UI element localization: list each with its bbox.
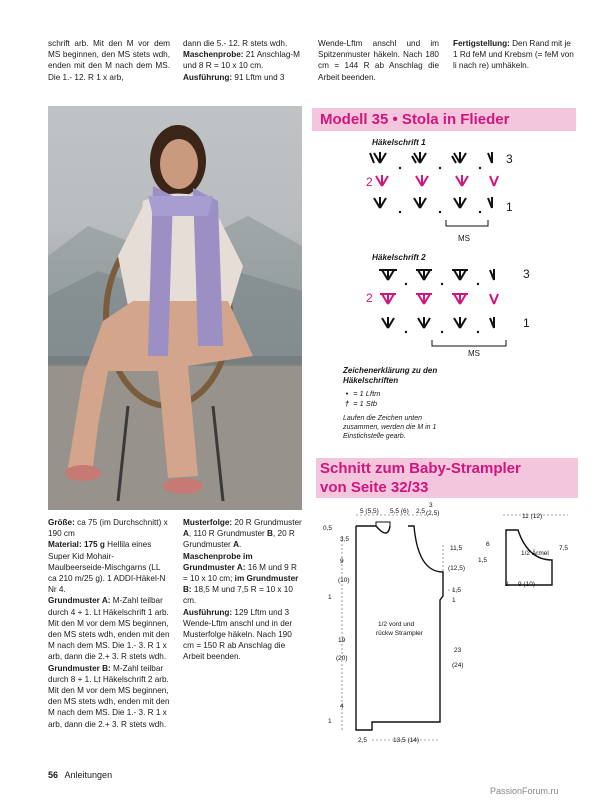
instructions-column-2	[183, 517, 303, 663]
dim-top1: 5 (5,5)	[360, 508, 379, 515]
top-col4-text: Den Rand mit je 1 Rd feM und Krebsm (= feM von li nach re) umhäkeln.	[453, 39, 574, 71]
schnitt-diagram	[318, 500, 580, 760]
chart1-diagram	[360, 148, 520, 248]
dim-top4: 3	[429, 502, 433, 509]
chart1-title: Häkelschrift 1	[372, 138, 426, 147]
dim-s-2: 2	[505, 581, 509, 588]
legend-note: Laufen die Zeichen unten zusammen, werden die M in 1 Einstichstelle gearb.	[343, 415, 437, 440]
top-column-1	[48, 38, 170, 83]
sleeve-label: 1/2 Ärmel	[521, 550, 549, 557]
top-col3-text: Wende-Lftm anschl und im Spitzenmuster häkeln. Nach 180 cm = 144 R ab Anschlag die Arbeit beenden.	[318, 39, 439, 82]
instructions-column-1	[48, 517, 170, 730]
treble-symbol-icon: †	[344, 399, 350, 408]
dim-top2: 5,5 (6)	[390, 508, 409, 515]
musterfolge-b: B	[267, 529, 273, 539]
dim-l-4: 4	[340, 703, 344, 710]
dim-l-20: (20)	[336, 655, 348, 662]
top-col2-ausfuehrung: 91 Lftm und 3	[232, 72, 285, 82]
watermark: PassionForum.ru	[490, 786, 559, 796]
maschenprobe-grundmuster-label: Maschenprobe im Grundmuster A:	[183, 551, 253, 572]
chart2-row-2: 2	[366, 291, 373, 305]
chart2-row-3: 3	[523, 267, 530, 281]
grundmuster-b-text: M-Zahl teilbar durch 8 + 1. Lt Häkelschrift 2 arb. Mit den M vor dem MS beginnen, den MS stets wdh, enden mit den M nach dem MS. Die 1.- 3. R 1 x arb, dann die 2.+ 3. R stets wdh.	[48, 663, 170, 729]
grundmuster-a-text: M-Zahl teilbar durch 4 + 1. Lt Häkelschrift 1 arb. Mit den M vor dem MS beginnen, den MS stets wdh, enden mit den M nach dem MS. Die 1.- 3. R 1 x arb, dann die 2.+ 3. R stets wdh.	[48, 596, 170, 662]
musterfolge-3: , 20 R Grundmuster	[183, 529, 295, 550]
top-col2-label-maschenprobe: Maschenprobe:	[183, 50, 244, 60]
musterfolge-2: , 110 R Grundmuster	[188, 529, 268, 539]
top-column-4	[453, 38, 574, 72]
chain-symbol-icon: •	[345, 389, 349, 398]
top-col2-text-a: dann die 5.- 12. R stets wdh.	[183, 39, 288, 48]
schnitt-title-line-2: von Seite 32/33	[320, 479, 429, 496]
musterfolge-end: .	[238, 540, 242, 550]
legend-lftm-text: = 1 Lftm	[353, 389, 381, 398]
chart1-row-1: 1	[506, 200, 513, 214]
musterfolge-label: Musterfolge:	[183, 518, 233, 527]
dim-s-9: 9 (10)	[518, 581, 535, 588]
schnitt-title	[320, 459, 521, 497]
grundmuster-b-label: Grundmuster B:	[48, 663, 111, 673]
grundmuster-a-label: Grundmuster A:	[48, 596, 111, 606]
maschenprobe-grundmuster-1: 16 M und 9 R = 10 x 10 cm;	[183, 562, 297, 584]
dim-r-23: 23	[454, 647, 462, 654]
groesse-label: Größe:	[48, 518, 75, 527]
dim-r-15: 1,5	[452, 587, 462, 594]
top-column-2	[183, 38, 303, 83]
top-col1-text: schrift arb. Mit den M vor dem MS beginnen, den MS stets wdh, enden mit den M nach dem MS. Die 1.- 12. R 1 x arb,	[48, 39, 170, 82]
groesse-text: ca 75 (im Durchschnitt) x 190 cm	[48, 518, 168, 539]
musterfolge-a: A	[183, 529, 189, 539]
material-text: Hellila eines Super Kid Mohair-Maulbeerseide-Mischgarns (LL ca 210 m/25 g). 1 ADDI-Häkel-N Nr 4.	[48, 540, 166, 595]
chart1-row-3: 3	[506, 152, 513, 166]
musterfolge-1: 20 R Grundmuster	[232, 518, 302, 527]
top-col4-label: Fertigstellung:	[453, 39, 510, 48]
maschenprobe-b-label: im Grundmuster B:	[183, 574, 299, 595]
dim-s-75: 7,5	[559, 545, 569, 552]
dim-l-1a: 1	[328, 594, 332, 601]
dim-r-115: 11,5	[450, 545, 463, 552]
material-label: Material: 175 g	[48, 540, 105, 550]
chart2-title: Häkelschrift 2	[372, 253, 426, 262]
chart2-repeat-label: MS	[468, 349, 480, 358]
dim-l-35: 3,5	[340, 536, 350, 543]
legend-title: Zeichenerklärung zu den Häkelschriften	[343, 366, 438, 385]
dim-l-10: (10)	[338, 577, 350, 584]
top-col2-label-ausfuehrung: Ausführung:	[183, 72, 233, 82]
dim-bot-135: 13,5 (14)	[393, 737, 420, 744]
chart2-row-1: 1	[523, 316, 530, 330]
top-col2-maschenprobe: 21 Anschlag-M und 8 R = 10 x 10 cm.	[183, 50, 300, 71]
ausfuehrung-label: Ausführung:	[183, 607, 233, 617]
dim-r-1: 1	[452, 597, 456, 604]
musterfolge-a2: A	[233, 540, 239, 550]
footer	[48, 770, 112, 780]
dim-bot-25: 2,5	[358, 737, 368, 744]
ausfuehrung-text: 129 Lftm und 3 Wende-Lftm anschl und in der Musterfolge häkeln. Nach 190 cm = 150 R ab Anschlag die Arbeit beenden.	[183, 607, 293, 662]
dim-l-9: 9	[340, 558, 344, 565]
maschenprobe-grundmuster-2: 18,5 M und 7,5 R = 10 x 10 cm.	[183, 585, 293, 606]
front-label-1: 1/2 vord und	[378, 621, 415, 628]
dim-r-125: (12,5)	[448, 565, 465, 572]
model-title: Modell 35 • Stola in Flieder	[320, 111, 510, 128]
page-number: 56	[48, 770, 59, 780]
schnitt-title-line-1: Schnitt zum Baby-Strampler	[320, 460, 521, 477]
dim-top4b: (2,5)	[426, 510, 440, 517]
model-photo-illustration	[48, 106, 302, 510]
front-label-2: rückw Strampler	[376, 630, 423, 637]
legend-lftm	[343, 389, 380, 398]
dim-l-19: 19	[338, 637, 346, 644]
dim-s-6: 6	[486, 541, 490, 548]
dim-r-24: (24)	[452, 662, 464, 669]
chart1-row-2: 2	[366, 175, 373, 189]
model-photo	[48, 106, 302, 510]
dim-s-11: 11 (12)	[522, 513, 543, 520]
chart1-repeat-label: MS	[458, 234, 470, 243]
dim-l-05: 0,5	[323, 525, 333, 532]
dim-s-15: 1,5	[478, 557, 488, 564]
top-column-3	[318, 38, 439, 83]
dim-l-1b: 1	[328, 718, 332, 725]
legend-stb	[343, 399, 377, 408]
footer-section: Anleitungen	[64, 770, 113, 780]
legend-stb-text: = 1 Stb	[353, 399, 378, 408]
dim-top3: 2,5	[416, 508, 426, 515]
chart2-diagram	[376, 262, 526, 358]
